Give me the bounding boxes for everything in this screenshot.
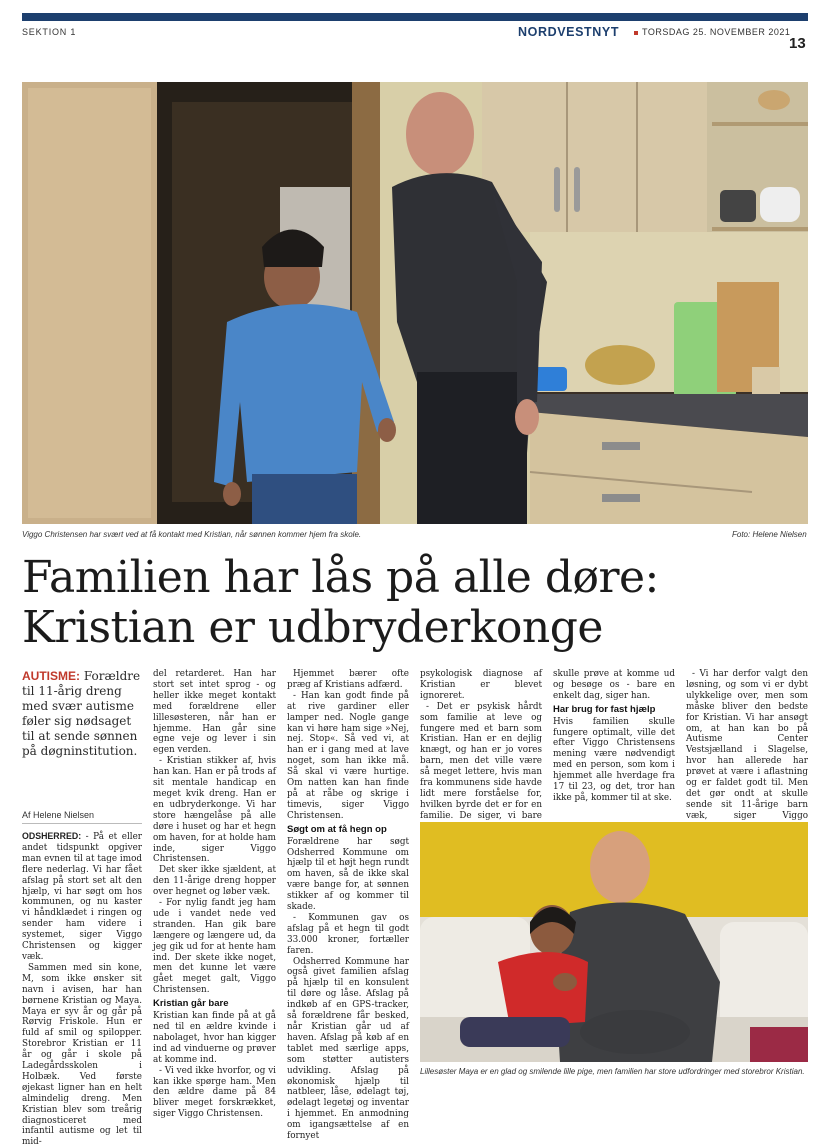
intro-keyword: AUTISME:: [22, 669, 80, 683]
separator-dot-icon: [634, 31, 638, 35]
subheading: Søgt om at få hegn op: [287, 823, 387, 835]
paragraph: del retarderet. Han har stort set intet sprog - og heller ikke meget kontakt med forældrene eller lillesøsteren, når han er hjemme. Han går sine egne veje og lever i sin egen verden.: [153, 669, 276, 756]
paragraph: psykologisk diagnose af Kristian er blevet ignoreret.: [420, 669, 542, 701]
article-column-4: [420, 669, 542, 821]
headline-line-1: Familien har lås på alle døre:: [22, 552, 659, 603]
issue-date: TORSDAG 25. NOVEMBER 2021: [642, 27, 791, 37]
section-label: SEKTION 1: [22, 27, 77, 37]
family-photo-illustration: [420, 822, 808, 1062]
headline-line-2: Kristian er udbryderkonge: [22, 602, 603, 653]
paragraph: Forældrene har søgt Odsherred Kommune om hjælp til et højt hegn rundt om haven, så de ikke skal være bange for, at sønnen stikker af og kommer til skade.: [287, 836, 409, 913]
paragraph: - Kommunen gav os afslag på et hegn til godt 33.000 kroner, fortæller faren.: [287, 912, 409, 956]
paragraph: Hvis familien skulle fungere optimalt, ville det efter Viggo Christensens mening være nødvendigt med en person, som kom i hjemmet alle hverdage fra 17 til 23, og det, tror han ikke på, kommer til at ske.: [553, 716, 675, 803]
subheading: Har brug for fast hjælp: [553, 703, 656, 715]
paragraph: - Vi ved ikke hvorfor, og vi kan ikke spørge ham. Men den ældre dame på 84 bliver meget forskrækket, siger Viggo Christensen.: [153, 1065, 276, 1120]
intro-lede: [22, 669, 142, 759]
paragraph: Kristian kan finde på at gå ned til en ældre kvinde i nabolaget, hvor han kigger ind ad vinduerne og prøver at komme ind.: [153, 1011, 276, 1065]
byline: Af Helene Nielsen: [22, 810, 142, 824]
dateline: ODSHERRED:: [22, 831, 82, 841]
paragraph: Hjemmet bærer ofte præg af Kristians adfærd.: [287, 669, 409, 690]
main-photo: [22, 82, 808, 524]
paragraph: Sammen med sin kone, M, som ikke ønsker sit navn i avisen, har han børnene Kristian og Maya. Maya er syv år og går på Rørvig Friskole. Hun er fuld af smil og spilopper. Storebror Kristian er 11 år og går i skole på Ladegårdsskolen i Holbæk. Ved første øjekast ligner han en helt almindelig dreng. Men Kristian blev som treårig diagnosticeret med infantil autisme og let til mid-: [22, 962, 142, 1148]
intro-text: Forældre til 11-årig dreng med svær autisme føler sig nødsaget til at sende sønnen på døgninstitution.: [22, 669, 141, 758]
subheading: Kristian går bare: [153, 998, 229, 1010]
paragraph: - For nylig fandt jeg ham ude i vandet nede ved stranden. Han gik bare længere og længere ud, da jeg gik ud for at hente ham ind. Der skete ikke noget, men det kunne let være gået meget galt, Viggo Christensen.: [153, 898, 276, 996]
paragraph: - Vi har derfor valgt den løsning, og som vi er dybt ulykkelige over, men som måske bliver den bedste for Kristian. Vi har ansøgt om, at han kan bo på Autisme Center Vestsjælland i Slagelse, hvor han allerede har prøvet at være i aflastning og er faldet godt til. Men det gør ondt at skulle sende sit 11-årige barn væk, siger Viggo: [686, 669, 808, 821]
article-column-6: [686, 669, 808, 821]
paragraph: - På et eller andet tidspunkt opgiver man evnen til at tage imod flere nederlag. Vi har fået afslag på stort set alt den hjælp, vi har søgt om hos kommunen, og nu kaster vi håndklædet i ringen og sender ham videre i systemet, siger Viggo Christensen og kigger væk.: [22, 832, 142, 962]
paragraph: - Det er psykisk hårdt som familie at leve og fungere med et barn som Kristian. Han er en dejlig knægt, og han er jo vores barn, men det ville være så meget lettere, hvis man fra kommunens side havde lidt mere forståelse for, hvilken byrde det er for en familie. De siger, vi bare: [420, 701, 542, 821]
article-column-2: [153, 669, 276, 1120]
family-photo: [420, 822, 808, 1062]
paragraph: - Han kan godt finde på at rive gardiner eller lamper ned. Nogle gange kan vi høre ham sige »Nej, nej. Stop«. Så ved vi, at han er i gang med at lave noget, som han ikke må. Så skal vi være hurtige. Om natten kan han finde på at råbe og skrige i timevis, siger Viggo Christensen.: [287, 690, 409, 821]
article-column-1: [22, 831, 142, 1148]
masthead-bar: [22, 13, 808, 21]
article-column-5: [553, 669, 675, 815]
photo-credit: Foto: Helene Nielsen: [732, 530, 807, 539]
newspaper-brand: NORDVESTNYT: [518, 25, 620, 39]
paragraph: skulle prøve at komme ud og besøge os - bare en enkelt dag, siger han.: [553, 669, 675, 701]
headline: [22, 553, 808, 653]
main-photo-caption: Viggo Christensen har svært ved at få kontakt med Kristian, når sønnen kommer hjem fra skole.: [22, 530, 362, 539]
main-photo-illustration: [22, 82, 808, 524]
article-column-3: [287, 669, 409, 1142]
page-number: 13: [789, 35, 806, 52]
paragraph: Det sker ikke sjældent, at den 11-årige dreng hopper over hegnet og løber væk.: [153, 865, 276, 898]
paragraph: - Kristian stikker af, hvis han kan. Han er på trods af sit mentale handicap en meget kvik dreng. Han er en udbryderkonge. Vi har store hængelåse på alle døre i huset og har et hegn om haven, for at holde ham inde, siger Viggo Christensen.: [153, 756, 276, 865]
paragraph: Odsherred Kommune har også givet familien afslag på hjælp til en konsulent til døre og låse. Afslag på indkøb af en GPS-tracker, så forældrene får besked, når Kristian går ud af haven. Afslag på køb af en tablet med særlige apps, som støtter autisters udvikling. Afslag på økonomisk hjælp til natbleer, låse, ødelagt tøj, ødelagt legetøj og inventar i hjemmet. En anmodning om igangsættelse af en fornyet: [287, 956, 409, 1142]
family-photo-caption: Lillesøster Maya er en glad og smilende lille pige, men familien har store udfordringer med storebror Kristian.: [420, 1067, 805, 1076]
